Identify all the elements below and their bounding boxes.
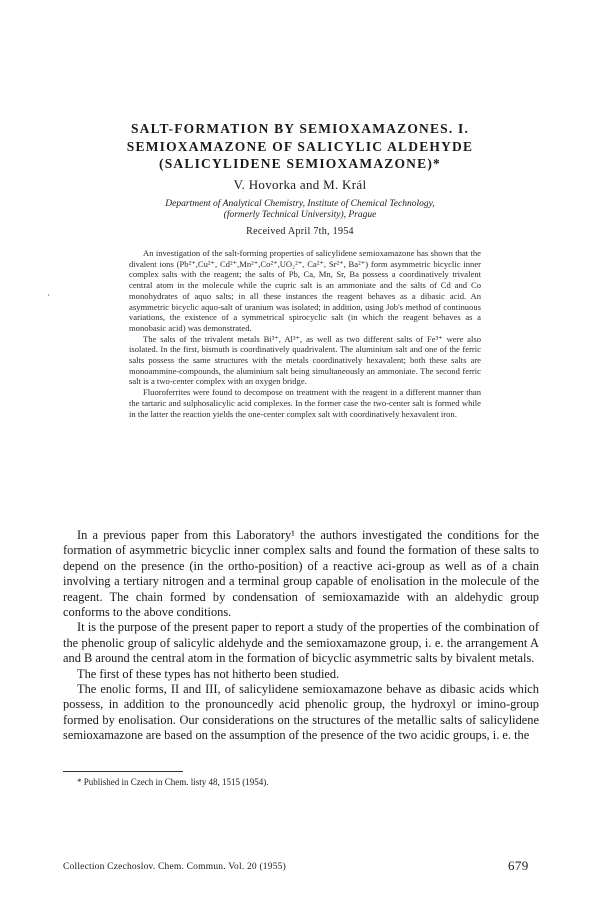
body-paragraph-2: It is the purpose of the present paper to report a study of the properties of the combination of the phenolic group of salicylic aldehyde and the semioxamazone group, i. e. the arrangement A and B around the central atom in the formation of bicyclic asymmetric salts by bivalent metals. <box>63 620 539 666</box>
body-text <box>63 528 539 744</box>
journal-citation: Collection Czechoslov. Chem. Commun. Vol. 20 (1955) <box>63 862 286 872</box>
page-number: 679 <box>508 858 529 873</box>
affiliation-line-2: (formerly Technical University), Prague <box>223 210 377 220</box>
title-line-1: SALT-FORMATION BY SEMIOXAMAZONES. I. <box>130 121 470 136</box>
body-paragraph-3: The first of these types has not hitherto been studied. <box>77 666 340 681</box>
affiliation-line-1: Department of Analytical Chemistry, Institute of Chemical Technology, <box>165 199 435 209</box>
body-paragraph-1: In a previous paper from this Laboratory¹ the authors investigated the conditions for the formation of asymmetric bicyclic inner complex salts and found the formation of these salts to depend on the presence (in the ortho-position) of a reactive aci-group as well as of a chain involving a tertiary nitrogen and a terminal group capable of enolisation in the molecule of the reagent. The chain formed by condensation of semioxamazide with an aldehydic group conforms to the above conditions. <box>63 528 539 620</box>
body-paragraph-4: The enolic forms, II and III, of salicylidene semioxamazone behave as dibasic acids which possess, in addition to the pronouncedly acid phenolic group, the hydroxyl or imino-group formed by enolisation. Our considerations on the structures of the metallic salts of salicylidene semioxamazone are based on the assumption of the presence of the two acidic groups, i. e. the <box>63 682 539 743</box>
title-line-2: SEMIOXAMAZONE OF SALICYLIC ALDEHYDE <box>126 139 474 154</box>
footnote: * Published in Czech in Chem. listy 48, 1515 (1954). <box>77 777 269 787</box>
margin-mark: · <box>47 290 50 300</box>
abstract <box>129 248 481 419</box>
abstract-paragraph-1: An investigation of the salt-forming properties of salicylidene semioxamazone has shown that the divalent ions (Pb²⁺,Cu²⁺, Cd²⁺,Mn²⁺,Co²⁺,UO₂²⁺, Ca²⁺, Sr²⁺, Ba²⁺) form asymmetric bicyclic inner complex salts with the reagent; the salts of Pb, Ca, Mn, Sr, Ba possess a coordinatively trivalent central atom in the molecule while the cupric salt is an ammoniate and the salts of Cd and Co monohydrates of aquo salts; in all these instances the reagent behaves as a dibasic acid. An asymmetric bicyclic aquo-salt of uranium was isolated; in addition, using Job's method of continuous variations, the existence of a symmetrical spirocyclic salt (in which the reagent behaves as a monobasic acid) was demonstrated. <box>129 248 481 333</box>
footnote-rule <box>63 771 183 772</box>
title-line-3: (SALICYLIDENE SEMIOXAMAZONE)* <box>159 156 441 171</box>
received-date: Received April 7th, 1954 <box>246 226 354 237</box>
authors: V. Hovorka and M. Král <box>233 177 367 192</box>
abstract-paragraph-2: The salts of the trivalent metals Bi³⁺, Al³⁺, as well as two different salts of Fe³⁺ were also isolated. In the first, bismuth is coordinatively quadrivalent. The aluminium salt and one of the ferric salts possess the same structures with the metals coordinatively hexavalent; both these salts are monoammine-compounds, the aluminium salt being simultaneously an ammoniate. The second ferric salt is a two-center complex with an oxygen bridge. <box>129 333 481 387</box>
abstract-paragraph-3: Fluoroferrites were found to decompose on treatment with the reagent in a different manner than the tartaric and sulphosalicylic acid complexes. In the former case the two-center salt is formed while in the latter the reaction yields the one-center complex salt with coordinatively hexavalent iron. <box>129 387 481 419</box>
